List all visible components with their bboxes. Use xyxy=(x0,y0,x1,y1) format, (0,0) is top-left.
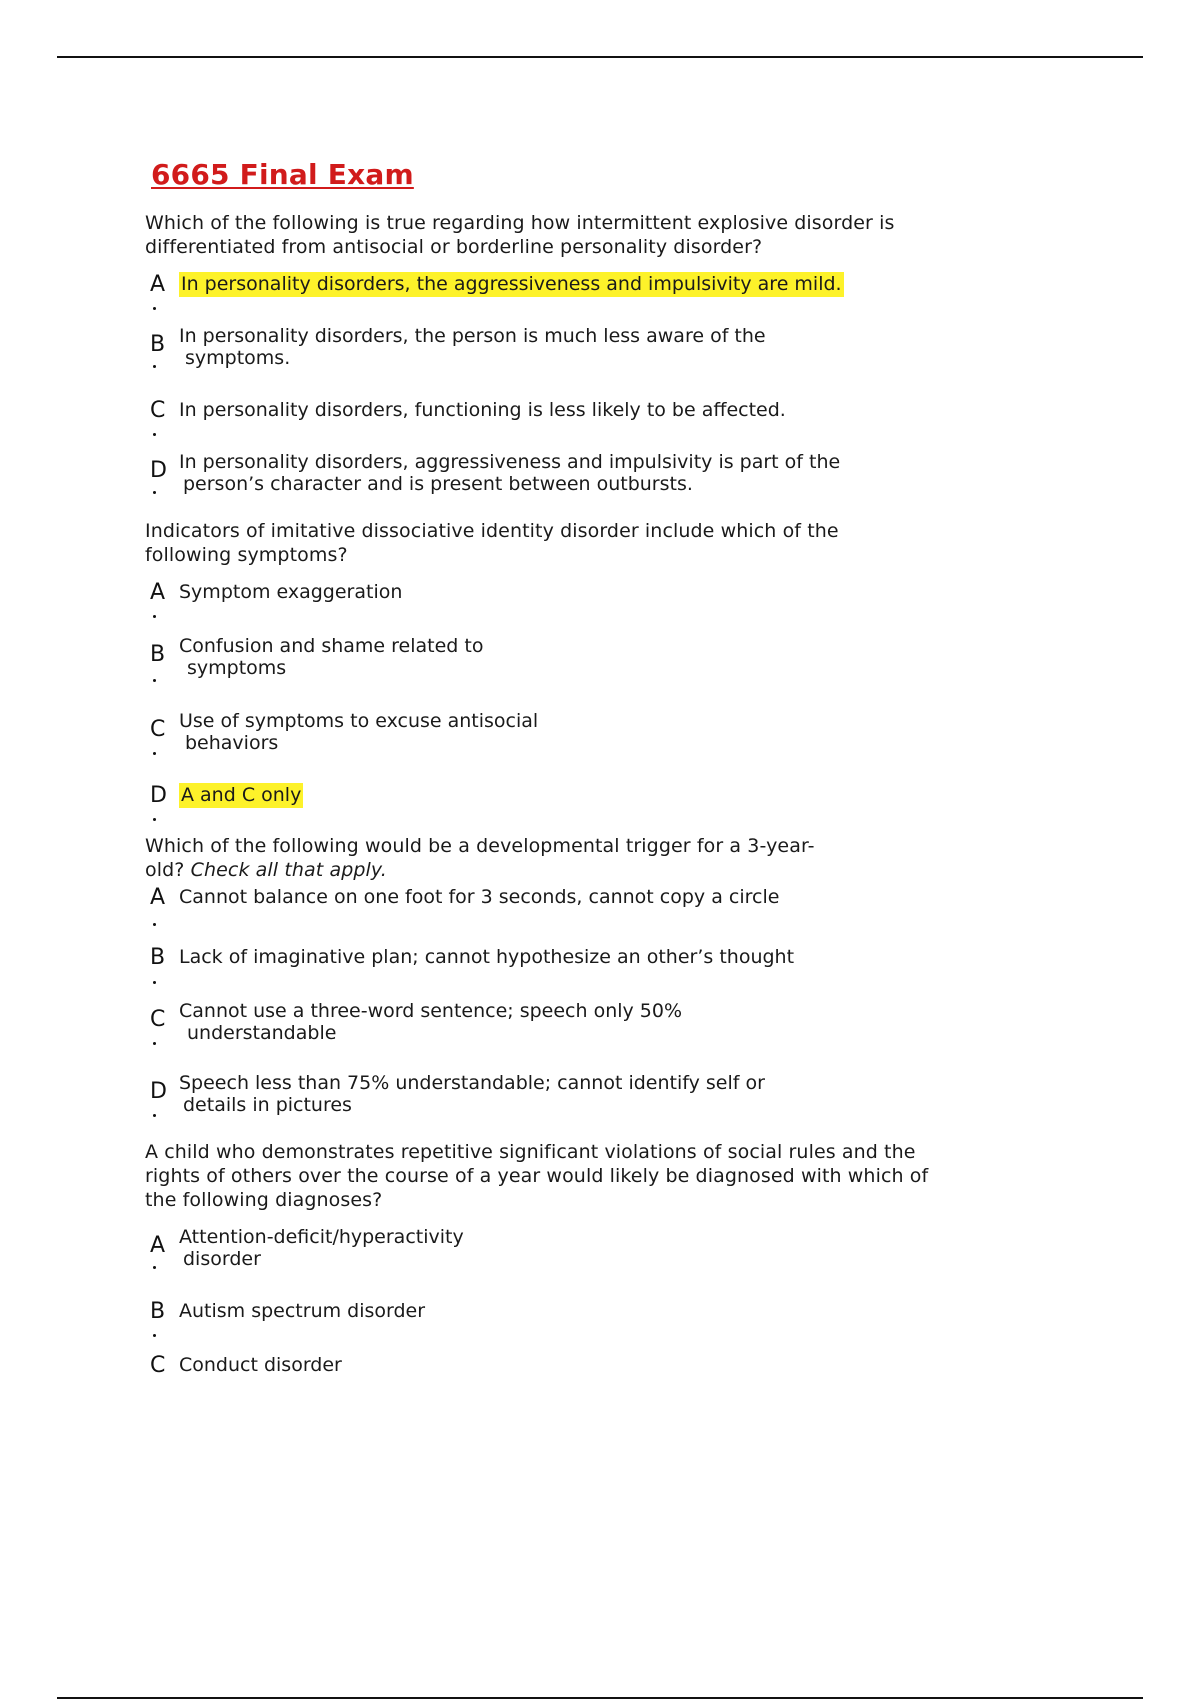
highlighted-answer: A and C only xyxy=(181,784,302,806)
option-text-continued: details in pictures xyxy=(183,1094,352,1116)
answer-option[interactable] xyxy=(150,1000,935,1072)
answer-option[interactable] xyxy=(150,946,935,1000)
option-text: Symptom exaggeration xyxy=(179,581,403,603)
option-text-continued: disorder xyxy=(183,1248,261,1270)
answer-option[interactable] xyxy=(150,886,935,946)
option-text: Use of symptoms to excuse antisocial xyxy=(179,710,539,732)
answer-option[interactable] xyxy=(150,1072,935,1140)
option-letter: B xyxy=(150,332,166,357)
answer-option[interactable] xyxy=(150,451,935,519)
option-text: Confusion and shame related to xyxy=(179,635,484,657)
header-rule xyxy=(57,56,1143,58)
option-dot xyxy=(153,679,156,682)
option-text-continued: symptoms. xyxy=(185,347,291,369)
option-text-continued: symptoms xyxy=(187,657,287,679)
answer-option[interactable] xyxy=(150,581,935,635)
option-text-continued: person’s character and is present between outbursts. xyxy=(183,473,693,495)
question-prompt: Indicators of imitative dissociative identity disorder include which of the following symptoms? xyxy=(145,520,839,566)
option-dot xyxy=(153,615,156,618)
option-text: In personality disorders, functioning is less likely to be affected. xyxy=(179,399,786,421)
footer-rule xyxy=(57,1697,1143,1699)
answer-option[interactable] xyxy=(150,635,935,710)
answer-option[interactable] xyxy=(150,784,935,834)
option-letter: A xyxy=(150,1233,166,1258)
question-prompt: Which of the following is true regarding how intermittent explosive disorder is differentiated from antisocial or borderline personality disorder? xyxy=(145,212,895,258)
option-letter: D xyxy=(150,458,167,483)
answer-option[interactable] xyxy=(150,1226,935,1300)
answer-option[interactable] xyxy=(150,325,935,399)
question-instruction: Check all that apply. xyxy=(190,859,387,881)
question-prompt-text: Which of the following would be a developmental trigger for a 3-year-old? xyxy=(145,835,815,881)
question-block xyxy=(145,834,935,1140)
option-letter: D xyxy=(150,783,167,808)
question-prompt: A child who demonstrates repetitive significant violations of social rules and the rights of others over the course of a year would likely be diagnosed with which of the following diagnoses? xyxy=(145,1141,929,1211)
option-letter: A xyxy=(150,885,166,910)
exam-content xyxy=(145,158,935,1384)
option-dot xyxy=(153,365,156,368)
option-dot xyxy=(153,307,156,310)
option-dot xyxy=(153,1042,156,1045)
option-dot xyxy=(153,752,156,755)
option-text: Autism spectrum disorder xyxy=(179,1300,426,1322)
option-text: In personality disorders, the person is much less aware of the xyxy=(179,325,766,347)
option-text: Speech less than 75% understandable; cannot identify self or xyxy=(179,1072,765,1094)
answer-option[interactable] xyxy=(150,1354,935,1384)
option-dot xyxy=(153,491,156,494)
option-dot xyxy=(153,981,156,984)
highlighted-answer: In personality disorders, the aggressiveness and impulsivity are mild. xyxy=(181,273,842,295)
answer-option[interactable] xyxy=(150,273,935,325)
option-dot xyxy=(153,1266,156,1269)
option-letter: C xyxy=(150,1353,166,1378)
question-block xyxy=(145,519,935,834)
question-block xyxy=(145,1140,935,1384)
option-text: Cannot use a three-word sentence; speech only 50% xyxy=(179,1000,683,1022)
option-letter: A xyxy=(150,272,166,297)
question-block xyxy=(145,211,935,519)
option-letter: B xyxy=(150,945,166,970)
option-dot xyxy=(153,1114,156,1117)
option-text: In personality disorders, aggressiveness and impulsivity is part of the xyxy=(179,451,841,473)
option-text: Lack of imaginative plan; cannot hypothesize an other’s thought xyxy=(179,946,795,968)
option-dot xyxy=(153,1334,156,1337)
option-letter: A xyxy=(150,580,166,605)
option-dot xyxy=(153,923,156,926)
option-text: Cannot balance on one foot for 3 seconds, cannot copy a circle xyxy=(179,886,780,908)
answer-option[interactable] xyxy=(150,710,935,784)
option-text: Attention-deficit/hyperactivity xyxy=(179,1226,464,1248)
option-text: Conduct disorder xyxy=(179,1354,342,1376)
option-dot xyxy=(153,433,156,436)
answer-option[interactable] xyxy=(150,1300,935,1354)
option-letter: C xyxy=(150,717,166,742)
option-text-continued: behaviors xyxy=(185,732,279,754)
option-letter: B xyxy=(150,1299,166,1324)
page-title: 6665 Final Exam xyxy=(151,158,414,191)
option-letter: D xyxy=(150,1079,167,1104)
answer-option[interactable] xyxy=(150,399,935,451)
option-letter: C xyxy=(150,398,166,423)
option-letter: B xyxy=(150,642,166,667)
option-dot xyxy=(153,818,156,821)
option-text-continued: understandable xyxy=(187,1022,337,1044)
question-prompt xyxy=(145,834,850,882)
option-letter: C xyxy=(150,1007,166,1032)
